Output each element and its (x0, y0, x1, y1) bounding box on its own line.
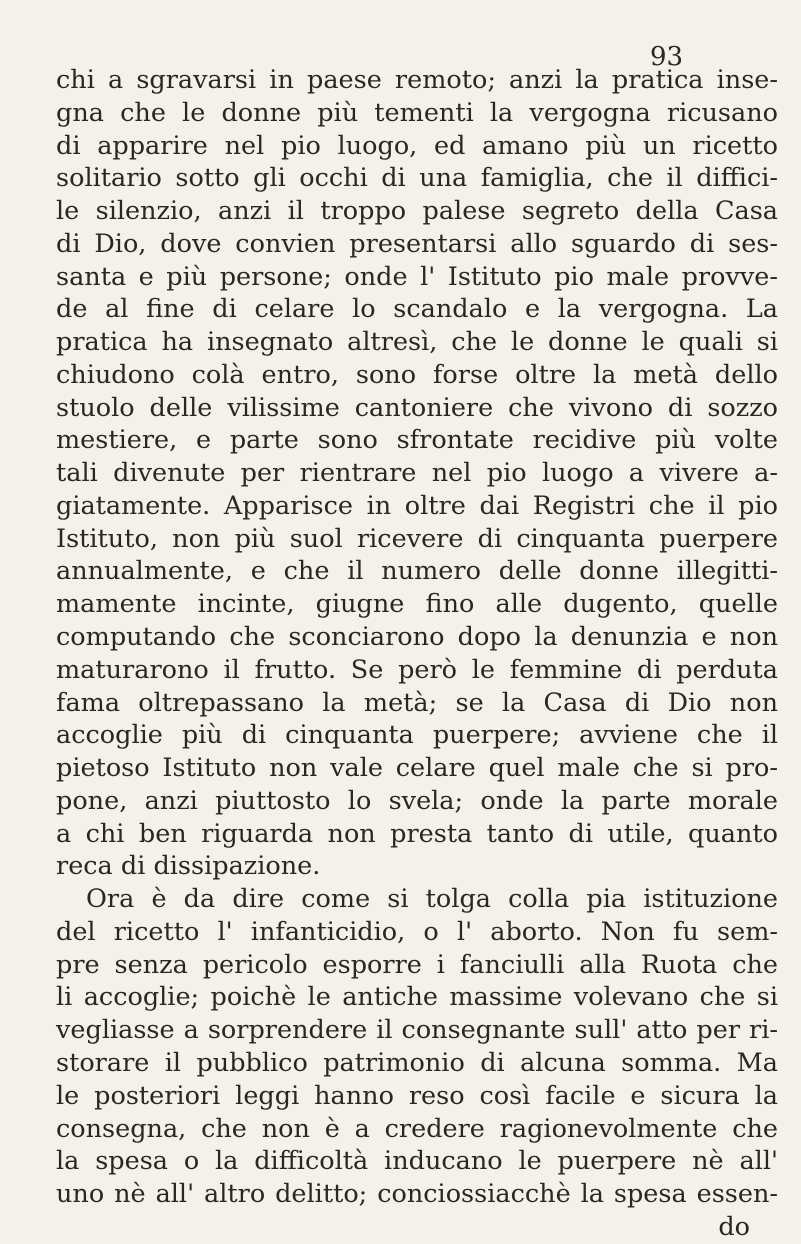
text-line: le silenzio, anzi il troppo palese segreto della Casa (56, 196, 778, 227)
text-line: computando che sconciarono dopo la denunzia e non (56, 622, 778, 653)
text-line: gna che le donne più tementi la vergogna ricusano (56, 97, 778, 128)
text-line: le posteriori leggi hanno reso così facile e sicura la (56, 1080, 778, 1111)
paragraph-end-line: reca di dissipazione. (56, 851, 321, 882)
text-line: fama oltrepassano la metà; se la Casa di Dio non (56, 687, 778, 718)
text-line: consegna, che non è a credere ragionevolmente che (56, 1113, 778, 1144)
paragraph-start-line: Ora è da dire come si tolga colla pia istituzione (86, 884, 778, 915)
text-line: solitario sotto gli occhi di una famiglia, che il diffici- (56, 163, 778, 194)
text-line: stuolo delle vilissime cantoniere che vivono di sozzo (56, 392, 778, 423)
page-number: 93 (650, 42, 684, 72)
text-line: la spesa o la difficoltà inducano le puerpere nè all' (56, 1146, 778, 1177)
text-line: santa e più persone; onde l' Istituto pio male provve- (56, 261, 778, 292)
text-line: Istituto, non più suol ricevere di cinquanta puerpere (56, 523, 778, 554)
text-line: storare il pubblico patrimonio di alcuna somma. Ma (56, 1047, 778, 1078)
catchword: do (718, 1211, 750, 1242)
text-line: chi a sgravarsi in paese remoto; anzi la pratica inse- (56, 65, 778, 95)
text-line: vegliasse a sorprendere il consegnante sull' atto per ri- (56, 1015, 778, 1046)
text-line: pietoso Istituto non vale celare quel male che si pro- (56, 753, 778, 784)
text-line: del ricetto l' infanticidio, o l' aborto. Non fu sem- (56, 916, 778, 947)
text-line: pre senza pericolo esporre i fanciulli alla Ruota che (56, 949, 778, 980)
text-line: maturarono il frutto. Se però le femmine di perduta (56, 654, 778, 685)
body-text (56, 64, 778, 1244)
text-line: uno nè all' altro delitto; conciossiacchè la spesa essen- (56, 1179, 778, 1210)
text-line: annualmente, e che il numero delle donne illegitti- (56, 556, 778, 587)
text-line: de al fine di celare lo scandalo e la vergogna. La (56, 294, 778, 325)
text-line: pratica ha insegnato altresì, che le donne le quali si (56, 327, 778, 358)
text-line: pone, anzi piuttosto lo svela; onde la parte morale (56, 785, 778, 816)
text-line: tali divenute per rientrare nel pio luogo a vivere a- (56, 458, 778, 489)
text-line: giatamente. Apparisce in oltre dai Registri che il pio (56, 490, 778, 521)
text-line: accoglie più di cinquanta puerpere; avviene che il (56, 720, 778, 751)
text-line: di apparire nel pio luogo, ed amano più un ricetto (56, 130, 778, 161)
text-line: li accoglie; poichè le antiche massime volevano che si (56, 982, 778, 1013)
text-line: a chi ben riguarda non presta tanto di utile, quanto (56, 818, 778, 849)
text-line: chiudono colà entro, sono forse oltre la metà dello (56, 359, 778, 390)
text-line: mestiere, e parte sono sfrontate recidive più volte (56, 425, 778, 456)
text-line: di Dio, dove convien presentarsi allo sguardo di ses- (56, 228, 778, 259)
text-line: mamente incinte, giugne fino alle dugento, quelle (56, 589, 778, 620)
